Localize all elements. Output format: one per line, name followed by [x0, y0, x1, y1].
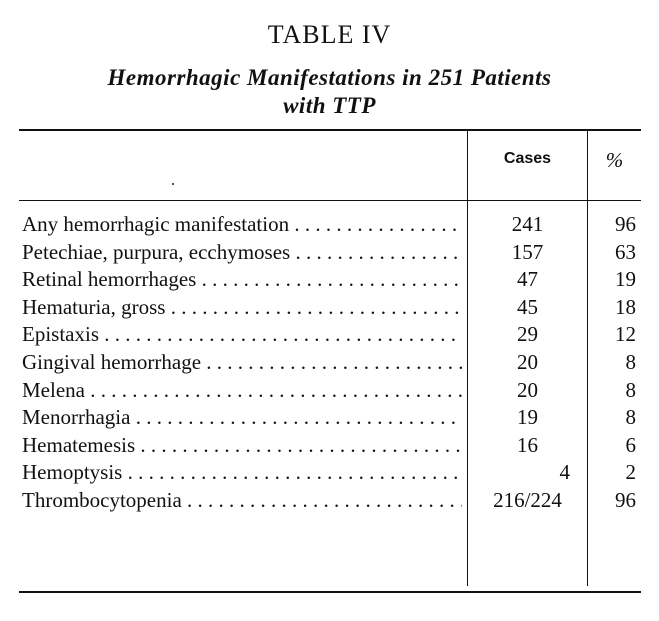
table-title: TABLE IV	[267, 20, 392, 49]
row-cases: 29	[517, 322, 538, 347]
header-rule	[19, 200, 641, 201]
row-cases: 16	[517, 432, 538, 457]
row-label: Epistaxis . . .	[22, 322, 462, 347]
row-label: Hemoptysis . . .	[22, 460, 462, 485]
table-row	[19, 460, 641, 488]
row-percent: 63	[615, 239, 636, 264]
row-label: Menorrhagia . . .	[22, 405, 462, 430]
table-row	[19, 405, 641, 433]
bottom-rule	[19, 591, 641, 593]
table-row	[19, 322, 641, 350]
table-row	[19, 378, 641, 406]
row-label: Melena . . .	[22, 378, 462, 403]
row-cases: 19	[517, 405, 538, 430]
row-percent: 18	[615, 294, 636, 319]
row-percent: 8	[625, 377, 636, 402]
table-row	[19, 267, 641, 295]
row-percent: 96	[615, 487, 636, 512]
row-percent: 8	[625, 349, 636, 374]
table-row	[19, 433, 641, 461]
table-row	[19, 350, 641, 378]
row-label: Retinal hemorrhages . . .	[22, 267, 462, 292]
row-percent: 2	[625, 460, 636, 485]
row-cases: 20	[517, 377, 538, 402]
row-label: Thrombocytopenia . . .	[22, 488, 462, 513]
table-body	[19, 212, 641, 516]
row-label: Gingival hemorrhage . . .	[22, 350, 462, 375]
row-percent: 12	[615, 322, 636, 347]
table-row	[19, 295, 641, 323]
row-percent: 19	[615, 267, 636, 292]
table-subtitle-line-1: Hemorrhagic Manifestations in 251 Patients	[107, 65, 552, 90]
row-label: Any hemorrhagic manifestation . . .	[22, 212, 462, 237]
row-cases: 45	[517, 294, 538, 319]
column-header-cases: Cases	[503, 150, 552, 167]
row-cases: 47	[517, 267, 538, 292]
row-cases: 20	[517, 349, 538, 374]
stray-mark	[172, 183, 174, 185]
row-label: Petechiae, purpura, ecchymoses . . .	[22, 240, 462, 265]
table-row	[19, 240, 641, 268]
column-header-percent: %	[605, 148, 624, 172]
row-label: Hematuria, gross . . .	[22, 295, 462, 320]
table-row	[19, 212, 641, 240]
row-percent: 96	[615, 212, 636, 236]
top-rule	[19, 129, 641, 131]
row-cases: 216/224	[493, 487, 562, 512]
row-percent: 8	[625, 405, 636, 430]
row-percent: 6	[625, 432, 636, 457]
row-cases: 241	[511, 212, 544, 236]
row-cases: 4	[559, 460, 570, 485]
table-subtitle-line-2: with TTP	[283, 93, 376, 118]
table-subtitle	[0, 64, 659, 120]
row-label: Hematemesis . . .	[22, 433, 462, 458]
row-cases: 157	[511, 239, 544, 264]
table-row	[19, 488, 641, 516]
